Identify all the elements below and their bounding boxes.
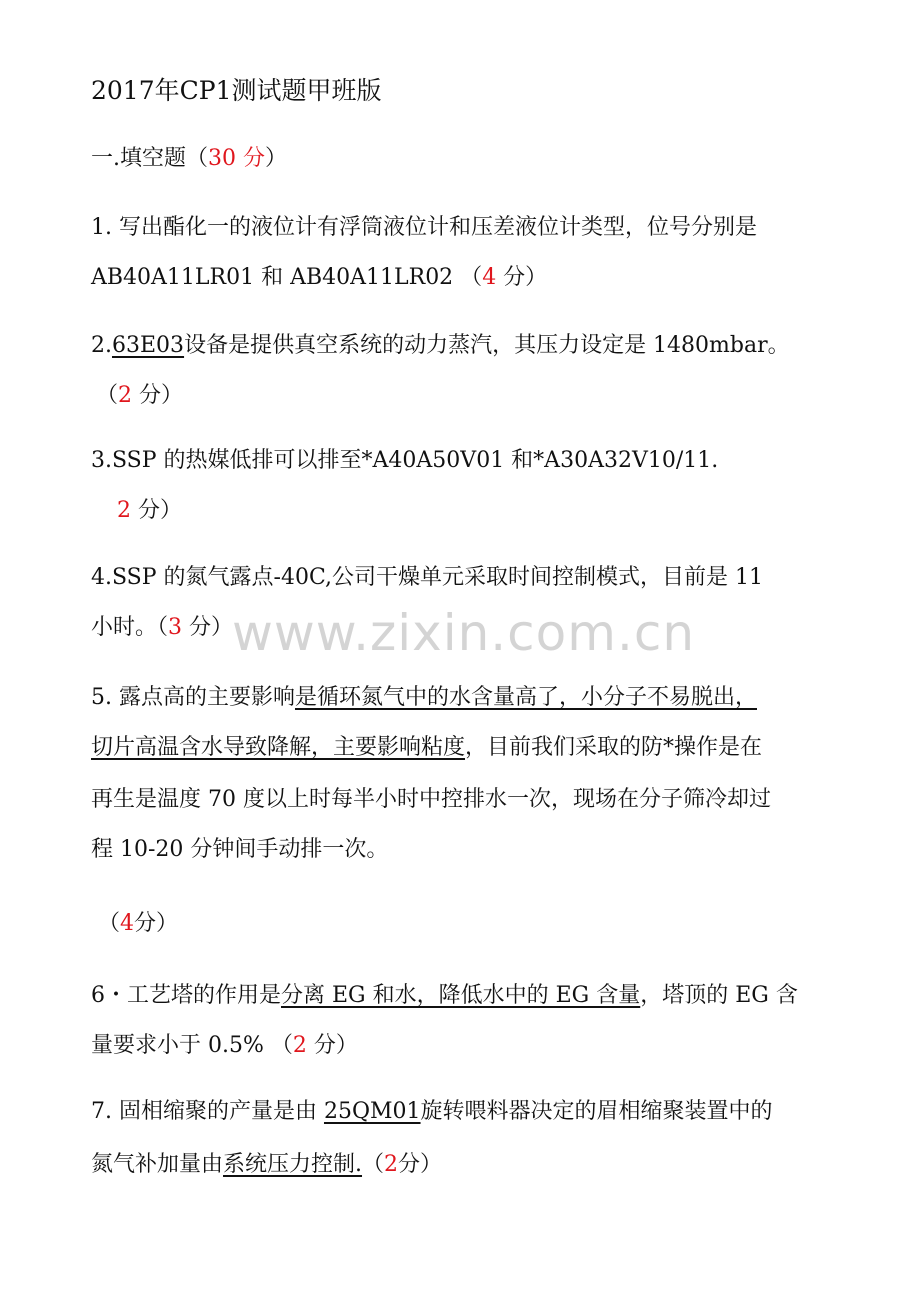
q2-open: （ <box>96 383 119 408</box>
q6-line-2-text: 量要求小于 0.5% （ <box>91 1033 293 1058</box>
watermark: www.zixin.com.cn <box>232 604 696 662</box>
q6-prefix: 6・工艺塔的作用是 <box>91 983 281 1008</box>
q2-prefix: 2. <box>91 333 112 358</box>
q2-line-1 <box>91 331 790 361</box>
q5-open: （ <box>98 911 121 936</box>
q7-line-2-prefix: 氮气补加量由 <box>91 1152 224 1177</box>
q1-line-1: 1. 写出酯化一的液位计有浮筒液位计和压差液位计类型，位号分别是 <box>91 215 757 240</box>
q1-score: 4 <box>482 265 497 290</box>
q4-line-2 <box>91 613 233 643</box>
q6-answer: 分离 EG 和水，降低水中的 EG 含量 <box>281 983 641 1008</box>
q2-answer-blank: 63E03 <box>112 333 185 358</box>
section-heading <box>91 144 287 174</box>
q5-score-line <box>98 909 178 939</box>
q7-line-1 <box>91 1097 773 1127</box>
q6-suffix: ，塔顶的 EG 含 <box>640 983 798 1008</box>
q5-line-1 <box>91 683 757 713</box>
q6-end: 分） <box>306 1033 358 1058</box>
q3-score: 2 <box>117 498 131 523</box>
q4-line-2-text: 小时。（ <box>91 615 169 640</box>
q6-line-1 <box>91 981 798 1011</box>
q2-line-1-text: 设备是提供真空系统的动力蒸汽，其压力设定是 1480mbar。 <box>184 333 790 358</box>
q3-line-2 <box>117 496 182 526</box>
q4-line-1: 4.SSP 的氮气露点-40C,公司干燥单元采取时间控制模式，目前是 11 <box>91 565 764 590</box>
q5-end: 分） <box>134 911 179 936</box>
q5-score: 4 <box>120 911 135 936</box>
page-title: 2017年CP1测试题甲班版 <box>91 76 382 105</box>
q5-line-3: 再生是温度 70 度以上时每半小时中控排水一次，现场在分子筛冷却过 <box>91 787 771 812</box>
q1-line-2 <box>91 263 547 293</box>
q1-line-2-text: AB40A11LR01 和 AB40A11LR02 （ <box>91 265 483 290</box>
q7-line-2 <box>91 1150 442 1180</box>
q5-line-2-suffix: ，目前我们采取的防*操作是在 <box>465 735 763 760</box>
q7-open: （ <box>362 1152 385 1177</box>
q2-score: 2 <box>118 383 133 408</box>
section-prefix: 一.填空题（ <box>91 146 208 171</box>
q7-answer: 系统压力控制. <box>223 1152 363 1177</box>
q5-answer-2: 切片高温含水导致降解，主要影响粘度 <box>91 735 466 760</box>
q2-line-2 <box>96 381 183 411</box>
q7-answer-blank: 25QM01 <box>323 1099 421 1124</box>
q7-score: 2 <box>384 1152 399 1177</box>
q5-prefix: 5. 露点高的主要影响 <box>91 685 295 710</box>
q7-end: 分） <box>398 1152 443 1177</box>
q4-score: 3 <box>168 615 183 640</box>
q1-end: 分） <box>496 265 548 290</box>
q3-line-1: 3.SSP 的热媒低排可以排至*A40A50V01 和*A30A32V10/11. <box>91 448 719 473</box>
q4-end: 分） <box>182 615 234 640</box>
q5-line-4: 程 10-20 分钟间手动排一次。 <box>91 837 389 862</box>
q6-score: 2 <box>292 1033 307 1058</box>
q7-prefix: 7. 固相缩聚的产量是由 <box>91 1099 324 1124</box>
q2-end: 分） <box>132 383 184 408</box>
section-score: 30 分 <box>208 146 265 171</box>
q7-suffix: 旋转喂料器决定的眉相缩聚装置中的 <box>420 1099 773 1124</box>
q5-line-2 <box>91 733 762 763</box>
q5-answer-1: 是循环氮气中的水含量高了，小分子不易脱出， <box>294 685 757 710</box>
q3-end: 分） <box>131 498 182 523</box>
section-suffix: ） <box>265 146 288 171</box>
q6-line-2 <box>91 1031 358 1061</box>
